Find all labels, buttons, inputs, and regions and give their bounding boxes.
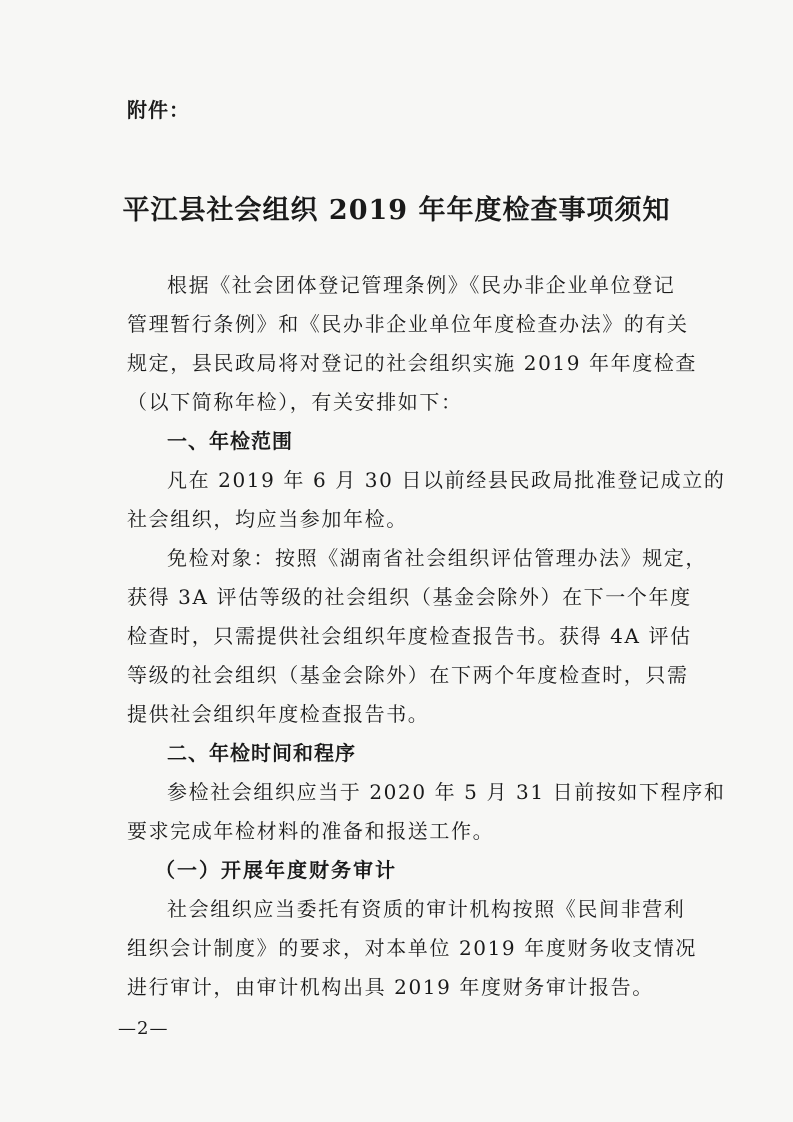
paragraph-line: 免检对象：按照《湖南省社会组织评估管理办法》规定， xyxy=(167,546,707,570)
page-number: —2— xyxy=(118,1018,169,1039)
paragraph-line: 凡在 2019 年 6 月 30 日以前经县民政局批准登记成立的 xyxy=(167,468,726,492)
intro-line: 管理暂行条例》和《民办非企业单位年度检查办法》的有关 xyxy=(127,312,689,336)
paragraph-line: 社会组织，均应当参加年检。 xyxy=(127,507,408,531)
paragraph-line: 等级的社会组织（基金会除外）在下两个年度检查时，只需 xyxy=(127,663,689,687)
paragraph-line: 组织会计制度》的要求，对本单位 2019 年度财务收支情况 xyxy=(127,936,698,960)
subsection-heading-audit: （一）开展年度财务审计 xyxy=(155,858,397,882)
paragraph-line: 提供社会组织年度检查报告书。 xyxy=(127,702,430,726)
paragraph-line: 获得 3A 评估等级的社会组织（基金会除外）在下一个年度 xyxy=(127,585,692,609)
document-title: 平江县社会组织 2019 年年度检查事项须知 xyxy=(122,195,671,226)
paragraph-line: 要求完成年检材料的准备和报送工作。 xyxy=(127,819,495,843)
section-heading-procedure: 二、年检时间和程序 xyxy=(167,741,356,765)
paragraph-line: 社会组织应当委托有资质的审计机构按照《民间非营利 xyxy=(167,897,686,921)
intro-line: 根据《社会团体登记管理条例》《民办非企业单位登记 xyxy=(167,273,676,297)
intro-line: 规定，县民政局将对登记的社会组织实施 2019 年年度检查 xyxy=(127,351,698,375)
paragraph-line: 进行审计，由审计机构出具 2019 年度财务审计报告。 xyxy=(127,975,654,999)
paragraph-line: 参检社会组织应当于 2020 年 5 月 31 日前按如下程序和 xyxy=(167,780,726,804)
intro-line: （以下简称年检），有关安排如下： xyxy=(127,390,463,414)
section-heading-scope: 一、年检范围 xyxy=(167,429,293,453)
paragraph-line: 检查时，只需提供社会组织年度检查报告书。获得 4A 评估 xyxy=(127,624,692,648)
attachment-label: 附件： xyxy=(127,98,190,122)
